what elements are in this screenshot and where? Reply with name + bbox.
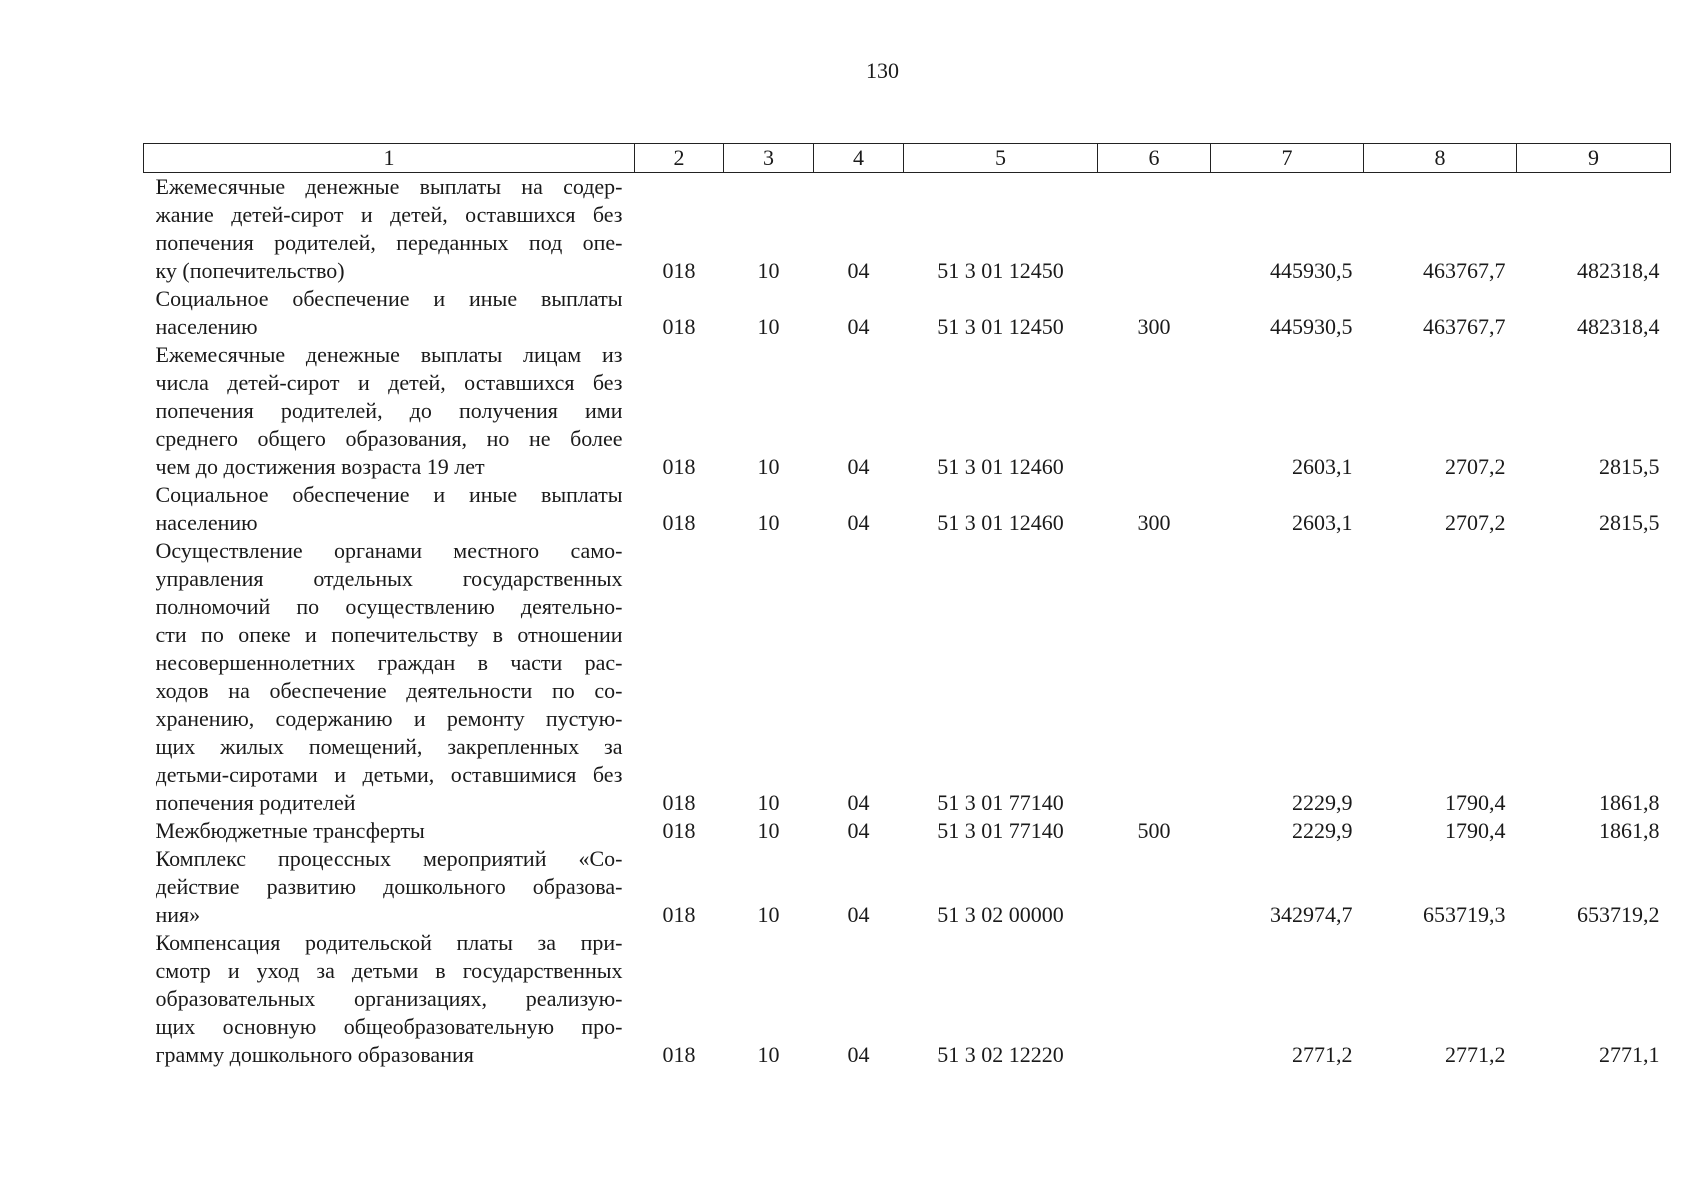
target-article-cell: 51 3 02 00000 [937,902,1064,927]
row-name-line: ку (попечительство) [155,258,345,283]
ved-code-cell: 018 [662,314,696,339]
row-name-line: грамму дошкольного образования [155,1042,474,1067]
amount-year1-cell: 2603,1 [1292,454,1353,479]
row-name-line: полномочий по осуществлению деятельно- [155,594,623,619]
expense-type-cell [1098,173,1211,286]
row-name-line: Осуществление органами местного само- [155,538,623,563]
table-row [144,929,1671,1069]
expense-type-cell: 300 [1137,510,1171,535]
row-name-line: хранению, содержанию и ремонту пустую- [155,706,623,731]
section-code-cell: 10 [757,902,780,927]
column-header: 3 [724,144,814,173]
column-header: 1 [144,144,635,173]
page-number: 130 [866,58,899,83]
amount-year2-cell: 1790,4 [1445,818,1506,843]
row-name-line: действие развитию дошкольного образова- [155,874,623,899]
table-row [144,817,1671,845]
ved-code-cell: 018 [662,790,696,815]
row-name-line: сти по опеке и попечительству в отношении [155,622,623,647]
row-name-cell [144,341,635,481]
column-header: 2 [635,144,724,173]
amount-year2-cell: 653719,3 [1423,902,1506,927]
expense-type-cell [1098,929,1211,1069]
table-body [144,173,1671,1070]
row-name-line: Социальное обеспечение и иные выплаты [155,286,623,311]
row-name-line: попечения родителей, до получения ими [155,398,623,423]
target-article-cell: 51 3 01 77140 [937,818,1064,843]
row-name-line: щих жилых помещений, закрепленных за [155,734,623,759]
column-header: 9 [1517,144,1671,173]
target-article-cell: 51 3 01 12450 [937,314,1064,339]
expense-type-cell [1098,537,1211,817]
amount-year2-cell: 1790,4 [1445,790,1506,815]
amount-year2-cell: 2707,2 [1445,510,1506,535]
subsection-code-cell: 04 [847,902,870,927]
row-name-line: ния» [155,902,201,927]
subsection-code-cell: 04 [847,510,870,535]
amount-year2-cell: 2771,2 [1445,1042,1506,1067]
table-row [144,481,1671,537]
column-header: 4 [814,144,904,173]
amount-year1-cell: 342974,7 [1270,902,1353,927]
amount-year3-cell: 2771,1 [1599,1042,1660,1067]
target-article-cell: 51 3 01 12450 [937,258,1064,283]
amount-year1-cell: 2229,9 [1292,818,1353,843]
amount-year3-cell: 482318,4 [1577,258,1660,283]
table-row [144,285,1671,341]
amount-year1-cell: 2229,9 [1292,790,1353,815]
row-name-cell [144,173,635,286]
row-name-line: населению [155,314,258,339]
target-article-cell: 51 3 02 12220 [937,1042,1064,1067]
row-name-line: ходов на обеспечение деятельности по со- [155,678,623,703]
expense-type-cell [1098,845,1211,929]
row-name-cell [144,285,635,341]
amount-year3-cell: 2815,5 [1599,454,1660,479]
ved-code-cell: 018 [662,818,696,843]
row-name-line: Комплекс процессных мероприятий «Со- [155,846,623,871]
amount-year2-cell: 463767,7 [1423,258,1506,283]
amount-year2-cell: 463767,7 [1423,314,1506,339]
row-name-line: детьми-сиротами и детьми, оставшимися без [155,762,623,787]
amount-year1-cell: 445930,5 [1270,258,1353,283]
section-code-cell: 10 [757,454,780,479]
amount-year2-cell: 2707,2 [1445,454,1506,479]
section-code-cell: 10 [757,1042,780,1067]
amount-year1-cell: 2771,2 [1292,1042,1353,1067]
column-header: 5 [904,144,1098,173]
column-header: 7 [1211,144,1364,173]
row-name-line: образовательных организациях, реализую- [155,986,623,1011]
row-name-line: Компенсация родительской платы за при- [155,930,623,955]
amount-year3-cell: 482318,4 [1577,314,1660,339]
section-code-cell: 10 [757,818,780,843]
row-name-line: Ежемесячные денежные выплаты лицам из [155,342,623,367]
amount-year1-cell: 445930,5 [1270,314,1353,339]
row-name-line: Межбюджетные трансферты [155,818,425,843]
row-name-line: щих основную общеобразовательную про- [155,1014,623,1039]
subsection-code-cell: 04 [847,790,870,815]
table-header-row [144,144,1671,173]
row-name-line: среднего общего образования, но не более [155,426,623,451]
subsection-code-cell: 04 [847,818,870,843]
row-name-line: Ежемесячные денежные выплаты на содер- [155,174,623,199]
amount-year3-cell: 1861,8 [1599,818,1660,843]
budget-table [143,143,1671,1069]
section-code-cell: 10 [757,314,780,339]
table-row [144,537,1671,817]
row-name-line: несовершеннолетних граждан в части рас- [155,650,623,675]
column-header: 6 [1098,144,1211,173]
row-name-cell [144,537,635,817]
row-name-line: жание детей-сирот и детей, оставшихся без [155,202,623,227]
row-name-cell [144,845,635,929]
row-name-line: попечения родителей, переданных под опе- [155,230,623,255]
section-code-cell: 10 [757,258,780,283]
row-name-line: числа детей-сирот и детей, оставшихся без [155,370,623,395]
ved-code-cell: 018 [662,510,696,535]
expense-type-cell: 500 [1137,818,1171,843]
subsection-code-cell: 04 [847,258,870,283]
row-name-line: Социальное обеспечение и иные выплаты [155,482,623,507]
row-name-cell [144,929,635,1069]
table-row [144,341,1671,481]
target-article-cell: 51 3 01 77140 [937,790,1064,815]
expense-type-cell: 300 [1137,314,1171,339]
row-name-line: попечения родителей [155,790,356,815]
subsection-code-cell: 04 [847,454,870,479]
expense-type-cell [1098,341,1211,481]
row-name-cell [144,817,635,845]
target-article-cell: 51 3 01 12460 [937,510,1064,535]
row-name-line: чем до достижения возраста 19 лет [155,454,485,479]
row-name-line: смотр и уход за детьми в государственных [155,958,623,983]
row-name-line: населению [155,510,258,535]
column-header: 8 [1364,144,1517,173]
row-name-line: управления отдельных государственных [155,566,623,591]
subsection-code-cell: 04 [847,1042,870,1067]
amount-year3-cell: 1861,8 [1599,790,1660,815]
amount-year1-cell: 2603,1 [1292,510,1353,535]
table-row [144,173,1671,286]
section-code-cell: 10 [757,510,780,535]
amount-year3-cell: 653719,2 [1577,902,1660,927]
amount-year3-cell: 2815,5 [1599,510,1660,535]
table-row [144,845,1671,929]
ved-code-cell: 018 [662,902,696,927]
ved-code-cell: 018 [662,454,696,479]
subsection-code-cell: 04 [847,314,870,339]
ved-code-cell: 018 [662,258,696,283]
target-article-cell: 51 3 01 12460 [937,454,1064,479]
section-code-cell: 10 [757,790,780,815]
row-name-cell [144,481,635,537]
ved-code-cell: 018 [662,1042,696,1067]
